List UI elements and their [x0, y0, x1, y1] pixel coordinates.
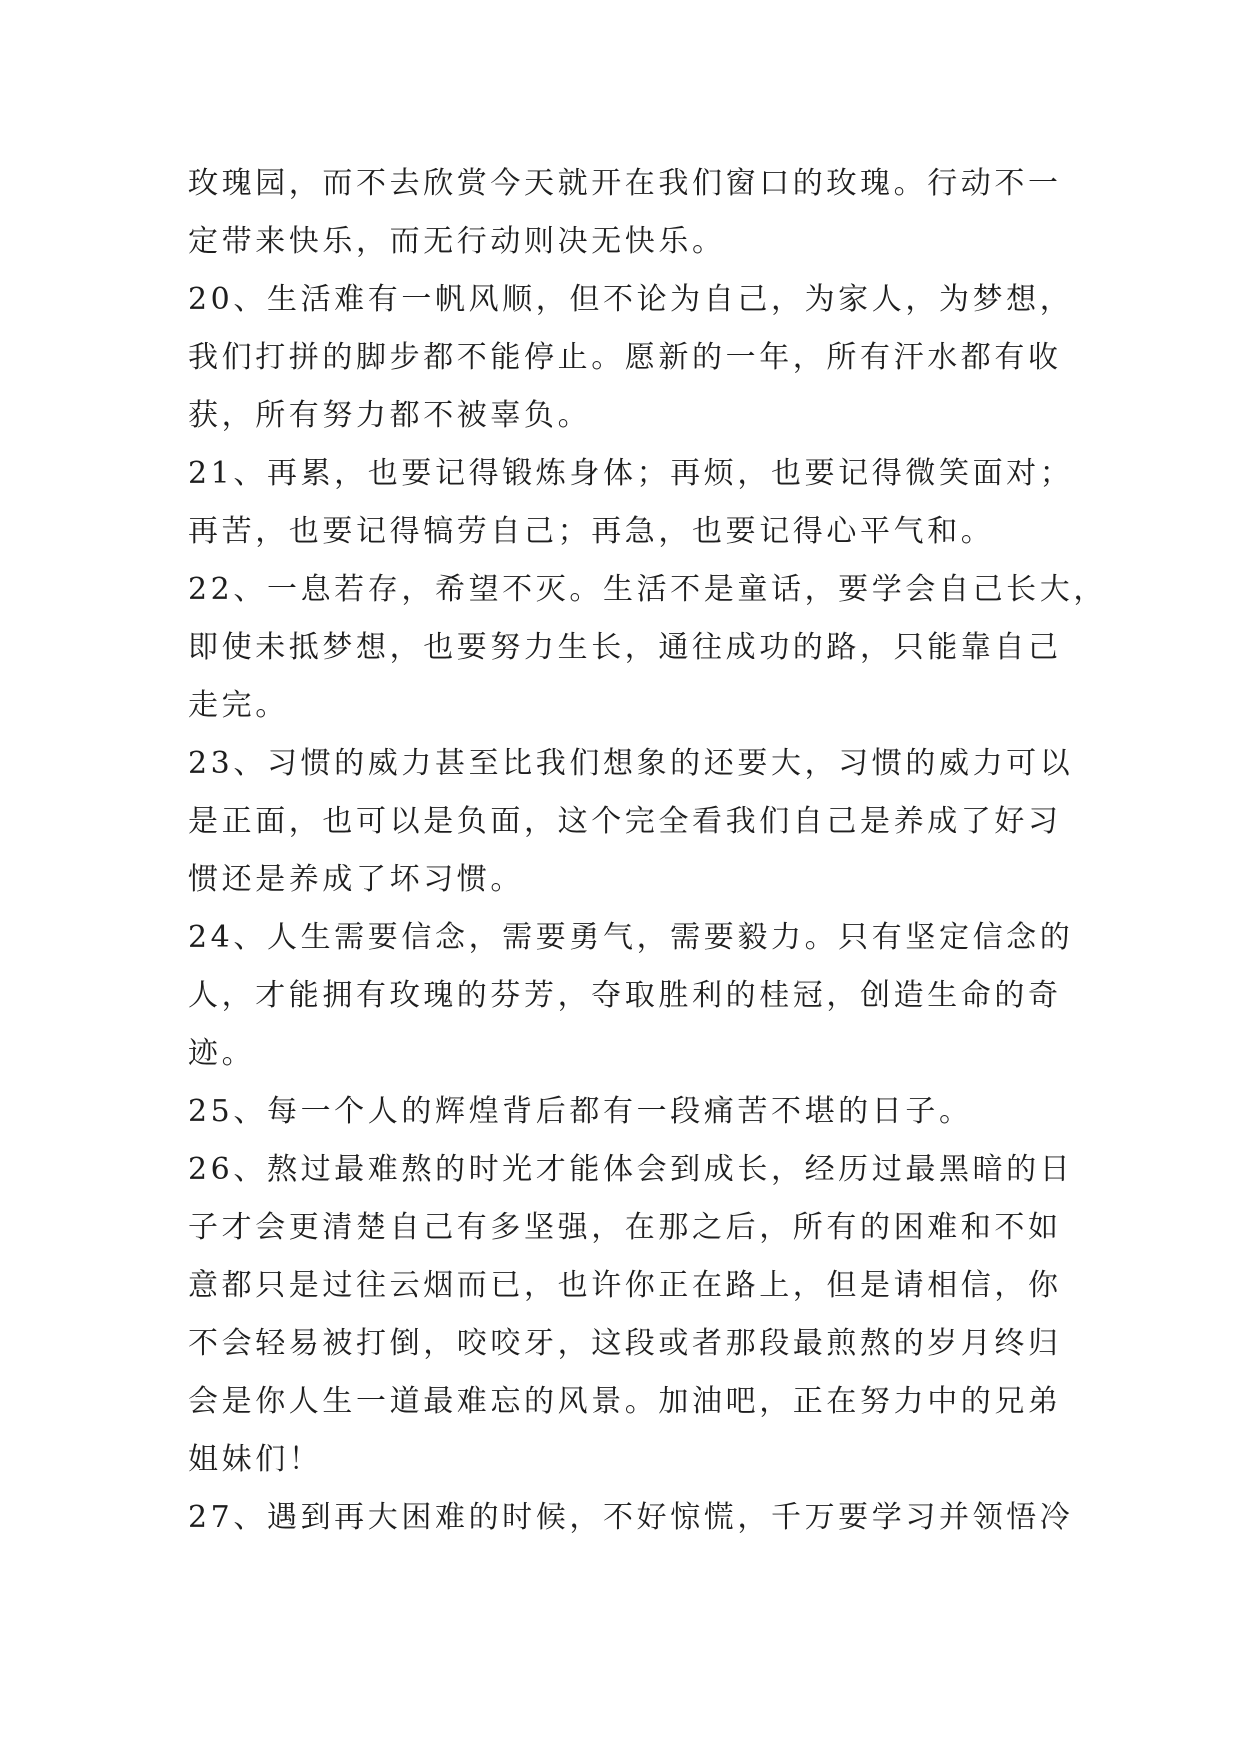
- text-line: 25、每一个人的辉煌背后都有一段痛苦不堪的日子。: [188, 1094, 973, 1129]
- text-line: 20、生活难有一帆风顺，但不论为自己，为家人，为梦想，: [188, 282, 1074, 317]
- text-line: 不会轻易被打倒，咬咬牙，这段或者那段最煎熬的岁月终归: [188, 1326, 1062, 1361]
- text-line: 即使未抵梦想，也要努力生长，通往成功的路，只能靠自己: [188, 630, 1062, 665]
- text-line: 是正面，也可以是负面，这个完全看我们自己是养成了好习: [188, 804, 1062, 839]
- text-line: 27、遇到再大困难的时候，不好惊慌，千万要学习并领悟冷: [188, 1500, 1074, 1535]
- text-line: 惯还是养成了坏习惯。: [188, 862, 524, 897]
- text-line: 我们打拼的脚步都不能停止。愿新的一年，所有汗水都有收: [188, 340, 1062, 375]
- text-line: 26、熬过最难熬的时光才能体会到成长，经历过最黑暗的日: [188, 1152, 1074, 1187]
- text-line: 22、一息若存，希望不灭。生活不是童话，要学会自己长大，: [188, 572, 1107, 607]
- text-line: 玫瑰园，而不去欣赏今天就开在我们窗口的玫瑰。行动不一: [188, 166, 1062, 201]
- text-line: 获，所有努力都不被辜负。: [188, 398, 592, 433]
- text-line: 迹。: [188, 1036, 256, 1071]
- text-line: 会是你人生一道最难忘的风景。加油吧，正在努力中的兄弟: [188, 1384, 1062, 1419]
- text-line: 再苦，也要记得犒劳自己；再急，也要记得心平气和。: [188, 514, 995, 549]
- document-body: [188, 155, 1107, 1547]
- text-line: 姐妹们！: [188, 1442, 323, 1477]
- text-line: 意都只是过往云烟而已，也许你正在路上，但是请相信，你: [188, 1268, 1062, 1303]
- text-line: 人，才能拥有玫瑰的芬芳，夺取胜利的桂冠，创造生命的奇: [188, 978, 1062, 1013]
- text-line: 子才会更清楚自己有多坚强，在那之后，所有的困难和不如: [188, 1210, 1062, 1245]
- text-line: 定带来快乐，而无行动则决无快乐。: [188, 224, 726, 259]
- text-line: 走完。: [188, 688, 289, 723]
- text-line: 21、再累，也要记得锻炼身体；再烦，也要记得微笑面对；: [188, 456, 1074, 491]
- text-line: 24、人生需要信念，需要勇气，需要毅力。只有坚定信念的: [188, 920, 1074, 955]
- text-line: 23、习惯的威力甚至比我们想象的还要大，习惯的威力可以: [188, 746, 1074, 781]
